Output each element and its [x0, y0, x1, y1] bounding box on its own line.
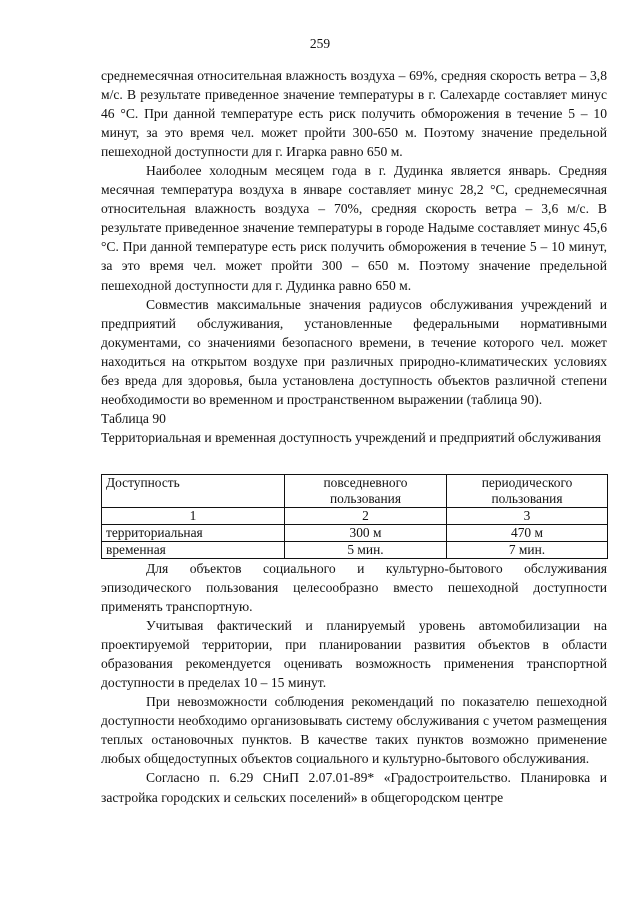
paragraph-dudinka: Наиболее холодным месяцем года в г. Дудинка является январь. Средняя месячная температура воздуха в январе составляет минус 28,2 °С, среднемесячная относительная влажность воздуха – 70%, средняя скорость ветра – 3,6 м/с. В результате приведенное значение температуры в городе Надыме составляет минус 45,6 °С. При данной температуре есть риск получить обморожения в течение 5 – 10 минут, за это время чел. может пройти 300 – 650 м. Поэтому значение предельной пешеходной доступности для г. Дудинка равно 650 м.	[101, 163, 607, 293]
table-cell: территориальная	[102, 524, 285, 541]
paragraph-warm-stops: При невозможности соблюдения рекомендаций по показателю пешеходной доступности необходимо организовывать систему обслуживания с учетом размещения теплых остановочных пунктов. В качестве таких пунктов возможно применение любых общедоступных объектов социального и культурно-бытового обслуживания.	[101, 694, 607, 767]
table-cell: 5 мин.	[285, 541, 447, 558]
table-cell: временная	[102, 541, 285, 558]
table-number-cell: 2	[285, 507, 447, 524]
table-header-cell: повседневного пользования	[285, 474, 447, 507]
paragraph-salekhard-continuation: среднемесячная относительная влажность воздуха – 69%, средняя скорость ветра – 3,8 м/с. В результате приведенное значение температуры в г. Салехарде составляет минус 46 °С. При данной температуре есть риск получить обморожения в течение 5 – 10 минут, за это время чел. может пройти 300-650 м. Поэтому значение предельной пешеходной доступности для г. Игарка равно 650 м.	[101, 68, 607, 160]
table-header-cell: периодического пользования	[447, 474, 608, 507]
table-gap	[101, 447, 607, 474]
paragraph-motorization: Учитывая фактический и планируемый уровень автомобилизации на проектируемой территории, при планировании развития объектов в области образования рекомендуется оценивать возможность применения транспортной доступности в пределах 10 – 15 минут.	[101, 618, 607, 691]
page-number: 259	[309, 36, 331, 51]
table-cell: 7 мин.	[447, 541, 608, 558]
paragraph-transport-accessibility: Для объектов социального и культурно-бытового обслуживания эпизодического пользования целесообразно вместо пешеходной доступности применять транспортную.	[101, 560, 607, 615]
table-number-cell: 1	[102, 507, 285, 524]
paragraph-snip-reference: Согласно п. 6.29 СНиП 2.07.01-89* «Градостроительство. Планировка и застройка городских и сельских поселений» в общегородском центре	[101, 770, 607, 805]
table-cell: 300 м	[285, 524, 447, 541]
table-cell: 470 м	[447, 524, 608, 541]
table-header-row	[102, 474, 608, 507]
table-label: Таблица 90	[101, 410, 166, 426]
table-number-cell: 3	[447, 507, 608, 524]
table-title: Территориальная и временная доступность учреждений и предприятий обслуживания	[101, 429, 602, 445]
body-text	[101, 66, 607, 807]
table-header-cell: Доступность	[102, 474, 285, 507]
table-numbering-row	[102, 507, 608, 524]
accessibility-table	[101, 474, 608, 559]
paragraph-service-radius: Совместив максимальные значения радиусов обслуживания учреждений и предприятий обслуживания, установленные федеральными нормативными документами, со значениями безопасного времени, в течение которого чел. может находиться на открытом воздухе при различных природно-климатических условиях без вреда для здоровья, была установлена доступность объектов различной степени необходимости во временном и пространственном выражении (таблица 90).	[101, 296, 607, 407]
table-row	[102, 541, 608, 558]
table-row	[102, 524, 608, 541]
